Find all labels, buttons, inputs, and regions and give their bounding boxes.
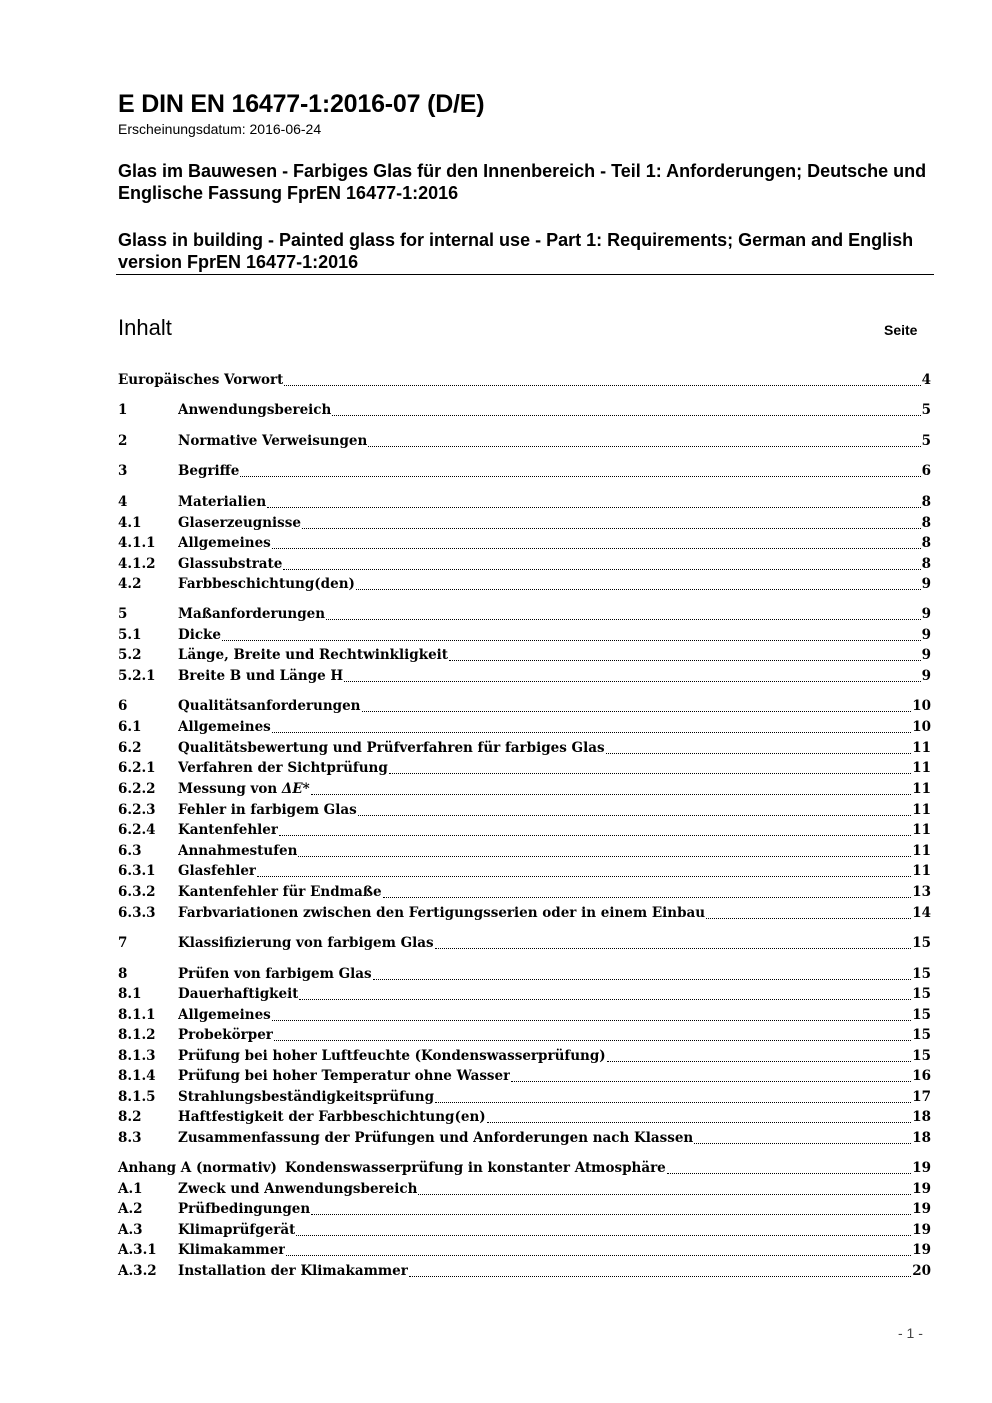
toc-entry-page: 8 — [921, 556, 931, 572]
toc-entry-title: Farbvariationen zwischen den Fertigungsserien oder in einem Einbau — [178, 905, 706, 921]
toc-page-column-heading: Seite — [884, 322, 918, 338]
toc-leader-dots — [511, 1080, 911, 1082]
toc-entry[interactable] — [118, 1130, 931, 1150]
toc-entry-number: 8 — [118, 966, 128, 982]
toc-entry-title: Kondenswasserprüfung in konstanter Atmosphäre — [284, 1160, 666, 1176]
toc-entry-page: 15 — [912, 935, 931, 951]
toc-leader-dots — [332, 414, 920, 416]
toc-entry-title: Glassubstrate — [178, 556, 283, 572]
toc-leader-dots — [449, 659, 921, 661]
toc-entry-page: 8 — [921, 535, 931, 551]
toc-entry-title: Begriffe — [178, 463, 240, 479]
toc-entry-number: 4.1 — [118, 515, 142, 531]
toc-entry[interactable] — [118, 822, 931, 842]
toc-entry-page: 5 — [921, 402, 931, 418]
toc-entry-title: Materialien — [178, 494, 267, 510]
toc-leader-dots — [274, 1039, 911, 1041]
toc-entry-number: 8.1 — [118, 986, 142, 1002]
toc-entry-title: Prüfbedingungen — [178, 1201, 311, 1217]
toc-entry-number: Anhang A (normativ) — [118, 1160, 277, 1176]
toc-entry-number: 6.1 — [118, 719, 142, 735]
toc-entry[interactable] — [118, 1089, 931, 1109]
toc-entry-page: 19 — [912, 1181, 931, 1197]
toc-entry-page: 9 — [921, 606, 931, 622]
title-divider — [116, 274, 934, 275]
toc-leader-dots — [302, 527, 921, 529]
toc-leader-dots — [311, 793, 912, 795]
toc-entry-title: Länge, Breite und Rechtwinkligkeit — [178, 647, 449, 663]
toc-leader-dots — [267, 506, 920, 508]
toc-entry-page: 18 — [912, 1109, 931, 1125]
toc-entry[interactable] — [118, 863, 931, 883]
toc-entry-page: 4 — [921, 372, 931, 388]
toc-entry-page: 5 — [921, 433, 931, 449]
toc-leader-dots — [607, 1060, 912, 1062]
toc-entry[interactable] — [118, 884, 931, 904]
toc-entry-number: 6.3.1 — [118, 863, 156, 879]
toc-leader-dots — [283, 568, 920, 570]
toc-entry[interactable] — [118, 905, 931, 925]
toc-entry[interactable] — [118, 627, 931, 647]
toc-entry-number: 4 — [118, 494, 128, 510]
toc-leader-dots — [487, 1121, 912, 1123]
toc-leader-dots — [418, 1193, 911, 1195]
toc-entry-title: Kantenfehler für Endmaße — [178, 884, 382, 900]
page-number: - 1 - — [898, 1325, 923, 1341]
toc-leader-dots — [299, 998, 911, 1000]
toc-entry-number: 2 — [118, 433, 128, 449]
toc-entry[interactable] — [118, 1181, 931, 1201]
toc-entry-title: Prüfung bei hoher Temperatur ohne Wasser — [178, 1068, 511, 1084]
toc-entry-number: A.2 — [118, 1201, 143, 1217]
toc-leader-dots — [272, 1019, 911, 1021]
toc-entry-number: 5.2.1 — [118, 668, 156, 684]
toc-leader-dots — [272, 731, 911, 733]
toc-entry-number: 6.2 — [118, 740, 142, 756]
toc-entry-page: 10 — [912, 719, 931, 735]
toc-entry[interactable] — [118, 606, 931, 626]
toc-entry[interactable] — [118, 647, 931, 667]
toc-entry-number: A.3 — [118, 1222, 143, 1238]
toc-entry-number: 5.1 — [118, 627, 142, 643]
toc-leader-dots — [311, 1213, 911, 1215]
toc-entry-title: Dauerhaftigkeit — [178, 986, 299, 1002]
toc-entry-title: Allgemeines — [178, 1007, 271, 1023]
toc-entry[interactable] — [118, 576, 931, 596]
toc-entry-number: A.1 — [118, 1181, 143, 1197]
toc-entry-number: 7 — [118, 935, 128, 951]
toc-entry[interactable] — [118, 740, 931, 760]
toc-leader-dots — [326, 618, 921, 620]
toc-entry[interactable] — [118, 1068, 931, 1088]
toc-entry-page: 14 — [912, 905, 931, 921]
toc-entry-title: Anwendungsbereich — [178, 402, 332, 418]
toc-leader-dots — [362, 710, 912, 712]
toc-entry[interactable] — [118, 668, 931, 688]
toc-entry-number: 6.2.1 — [118, 760, 156, 776]
toc-entry-number: 8.1.5 — [118, 1089, 156, 1105]
toc-entry-title: Zusammenfassung der Prüfungen und Anforderungen nach Klassen — [178, 1130, 694, 1146]
toc-entry-number: 8.1.1 — [118, 1007, 156, 1023]
toc-entry-page: 6 — [921, 463, 931, 479]
toc-leader-dots — [240, 475, 920, 477]
toc-entry-number: A.3.1 — [118, 1242, 157, 1258]
toc-entry-number: 8.1.2 — [118, 1027, 156, 1043]
toc-entry-title: Strahlungsbeständigkeitsprüfung — [178, 1089, 435, 1105]
toc-entry-page: 17 — [912, 1089, 931, 1105]
toc-entry-title: Verfahren der Sichtprüfung — [178, 760, 388, 776]
toc-leader-dots — [286, 1254, 911, 1256]
toc-entry-page: 10 — [912, 698, 931, 714]
toc-entry-number: 6.2.4 — [118, 822, 156, 838]
toc-entry-number: 8.1.4 — [118, 1068, 156, 1084]
title-german: Glas im Bauwesen - Farbiges Glas für den Innenbereich - Teil 1: Anforderungen; Deutsche und Englische Fassung FprEN 16477-1:2016 — [118, 161, 927, 203]
toc-entry-page: 11 — [912, 822, 931, 838]
toc-entry-title: Glaserzeugnisse — [178, 515, 301, 531]
toc-entry[interactable] — [118, 935, 931, 955]
toc-entry-page: 11 — [912, 781, 931, 797]
toc-entry-page: 19 — [912, 1222, 931, 1238]
toc-entry-title: Qualitätsbewertung und Prüfverfahren für farbiges Glas — [178, 740, 605, 756]
toc-entry-page: 9 — [921, 668, 931, 684]
toc-entry[interactable] — [118, 433, 931, 453]
toc-entry-title: Fehler in farbigem Glas — [178, 802, 357, 818]
toc-leader-dots — [296, 1234, 911, 1236]
toc-entry-page: 15 — [912, 1007, 931, 1023]
toc-entry-page: 11 — [912, 843, 931, 859]
toc-entry-title: Installation der Klimakammer — [178, 1263, 408, 1279]
toc-entry-page: 15 — [912, 1027, 931, 1043]
toc-entry-number: 6.3.2 — [118, 884, 156, 900]
toc-entry[interactable] — [118, 402, 931, 422]
toc-entry[interactable] — [118, 802, 931, 822]
toc-entry-page: 11 — [912, 760, 931, 776]
toc-entry-page: 8 — [921, 494, 931, 510]
toc-entry-title: Klassifizierung von farbigem Glas — [178, 935, 434, 951]
toc-entry-title: Probekörper — [178, 1027, 273, 1043]
toc-entry[interactable] — [118, 535, 931, 555]
toc-leader-dots — [356, 588, 921, 590]
toc-entry-page: 11 — [912, 740, 931, 756]
toc-entry-title: Annahmestufen — [178, 843, 298, 859]
toc-entry-title: Allgemeines — [178, 535, 271, 551]
toc-entry-page: 11 — [912, 802, 931, 818]
toc-entry-number: 6.3.3 — [118, 905, 156, 921]
toc-entry[interactable] — [118, 1109, 931, 1129]
toc-entry-number: 6.3 — [118, 843, 142, 859]
toc-entry-number: 4.2 — [118, 576, 142, 592]
toc-entry[interactable] — [118, 1201, 931, 1221]
toc-entry[interactable] — [118, 843, 931, 863]
toc-entry-number: 6 — [118, 698, 128, 714]
toc-entry-number: 8.1.3 — [118, 1048, 156, 1064]
toc-entry-number: A.3.2 — [118, 1263, 157, 1279]
toc-entry-title: Qualitätsanforderungen — [178, 698, 361, 714]
toc-entry-page: 15 — [912, 1048, 931, 1064]
toc-entry-title: Dicke — [178, 627, 221, 643]
toc-entry[interactable] — [118, 1007, 931, 1027]
toc-heading: Inhalt — [118, 315, 172, 340]
toc-leader-dots — [606, 752, 912, 754]
toc-leader-dots — [272, 547, 921, 549]
toc-entry-number: 8.2 — [118, 1109, 142, 1125]
document-id: E DIN EN 16477-1:2016-07 (D/E) — [118, 90, 485, 118]
toc-entry-page: 16 — [912, 1068, 931, 1084]
title-english: Glass in building - Painted glass for internal use - Part 1: Requirements; German and English version FprEN 16477-1:2016 — [118, 230, 914, 272]
toc-entry[interactable] — [118, 1048, 931, 1068]
toc-entry[interactable] — [118, 1242, 931, 1262]
toc-leader-dots — [368, 445, 920, 447]
toc-entry-title: Breite B und Länge H — [178, 668, 344, 684]
toc-entry-page: 9 — [921, 627, 931, 643]
toc-entry-number: 3 — [118, 463, 128, 479]
toc-entry-title: Zweck und Anwendungsbereich — [178, 1181, 418, 1197]
toc-entry-page: 15 — [912, 986, 931, 1002]
toc-entry-title: Maßanforderungen — [178, 606, 326, 622]
toc-entry-page: 18 — [912, 1130, 931, 1146]
toc-entry-title: Europäisches Vorwort — [118, 372, 284, 388]
toc-entry[interactable] — [118, 719, 931, 739]
toc-leader-dots — [389, 772, 911, 774]
toc-leader-dots — [222, 639, 921, 641]
toc-entry-title: Kantenfehler — [178, 822, 278, 838]
toc-entry[interactable] — [118, 556, 931, 576]
toc-entry[interactable] — [118, 463, 931, 483]
toc-entry[interactable] — [118, 1160, 931, 1180]
toc-entry[interactable] — [118, 515, 931, 535]
toc-entry-page: 13 — [912, 884, 931, 900]
toc-leader-dots — [298, 855, 911, 857]
toc-entry-page: 9 — [921, 576, 931, 592]
toc-leader-dots — [435, 1101, 911, 1103]
toc-entry-title: Haftfestigkeit der Farbbeschichtung(en) — [178, 1109, 486, 1125]
toc-entry-number: 4.1.1 — [118, 535, 156, 551]
toc-entry-page: 20 — [912, 1263, 931, 1279]
toc-leader-dots — [667, 1172, 911, 1174]
toc-entry[interactable] — [118, 781, 931, 801]
toc-entry-title: Allgemeines — [178, 719, 271, 735]
toc-leader-dots — [344, 680, 920, 682]
toc-entry-title: Klimaprüfgerät — [178, 1222, 296, 1238]
toc-entry[interactable] — [118, 1222, 931, 1242]
toc-leader-dots — [694, 1142, 911, 1144]
toc-entry-title: Normative Verweisungen — [178, 433, 368, 449]
toc-entry-title: Farbbeschichtung(den) — [178, 576, 355, 592]
toc-entry-page: 19 — [912, 1242, 931, 1258]
toc-entry-title: Prüfung bei hoher Luftfeuchte (Kondenswasserprüfung) — [178, 1048, 606, 1064]
toc-entry-number: 5.2 — [118, 647, 142, 663]
toc-entry[interactable] — [118, 372, 931, 392]
toc-entry-title: Klimakammer — [178, 1242, 286, 1258]
toc-leader-dots — [279, 834, 911, 836]
publication-date: Erscheinungsdatum: 2016-06-24 — [118, 121, 322, 137]
toc-entry-page: 8 — [921, 515, 931, 531]
toc-entry[interactable] — [118, 760, 931, 780]
toc-leader-dots — [383, 896, 912, 898]
toc-entry-page: 19 — [912, 1160, 931, 1176]
toc-entry[interactable] — [118, 698, 931, 718]
toc-entry[interactable] — [118, 1027, 931, 1047]
toc-entry-number: 5 — [118, 606, 128, 622]
toc-entry-number: 4.1.2 — [118, 556, 156, 572]
toc-entry-title: Glasfehler — [178, 863, 257, 879]
toc-leader-dots — [284, 384, 920, 386]
toc-entry[interactable] — [118, 986, 931, 1006]
toc-entry-number: 8.3 — [118, 1130, 142, 1146]
toc-leader-dots — [358, 814, 912, 816]
toc-entry[interactable] — [118, 966, 931, 986]
toc-entry-page: 15 — [912, 966, 931, 982]
toc-entry[interactable] — [118, 1263, 931, 1283]
toc-entry-number: 6.2.3 — [118, 802, 156, 818]
toc-entry-page: 11 — [912, 863, 931, 879]
toc-leader-dots — [706, 917, 911, 919]
toc-entry-number: 6.2.2 — [118, 781, 156, 797]
toc-entry-number: 1 — [118, 402, 128, 418]
toc-leader-dots — [435, 947, 912, 949]
toc-leader-dots — [257, 875, 911, 877]
toc-entry-title: Messung von ΔE* — [178, 781, 310, 797]
toc-leader-dots — [373, 978, 912, 980]
toc-entry-title: Prüfen von farbigem Glas — [178, 966, 372, 982]
toc-entry[interactable] — [118, 494, 931, 514]
toc-entry-page: 19 — [912, 1201, 931, 1217]
toc-leader-dots — [409, 1275, 911, 1277]
toc-entry-page: 9 — [921, 647, 931, 663]
